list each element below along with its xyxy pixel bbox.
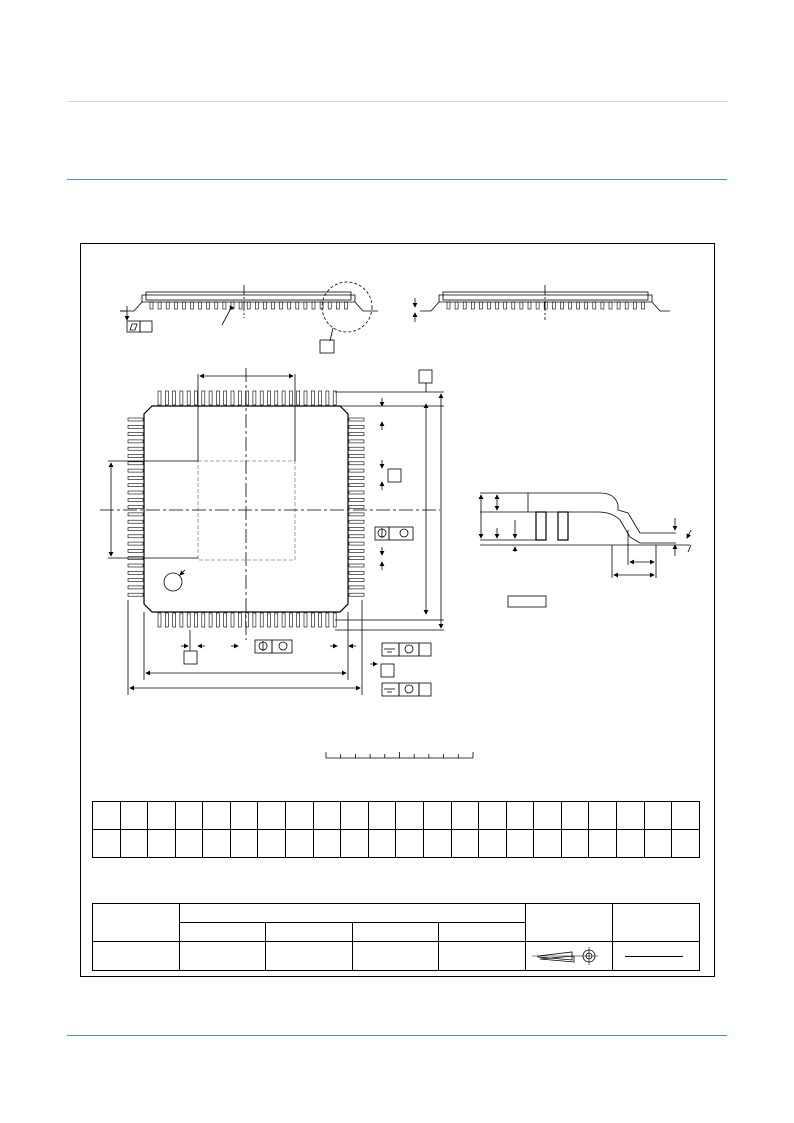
table-cell: [120, 802, 148, 830]
lead-bottom: [282, 613, 285, 627]
table-cell: [341, 830, 369, 858]
lead-left: [128, 579, 143, 582]
lead-bottom: [224, 613, 227, 627]
lead-side-left: [336, 302, 339, 309]
lead-top: [253, 391, 256, 405]
outline-version-cell: [93, 904, 180, 942]
lead-top: [158, 391, 161, 405]
lead-left: [128, 498, 143, 501]
lead-left: [128, 425, 143, 428]
iec-value-cell: [179, 942, 266, 971]
table-cell: [368, 802, 396, 830]
lead-left: [128, 520, 143, 523]
lead-top: [195, 391, 198, 405]
lead-side-left: [231, 302, 234, 309]
lead-right: [349, 542, 364, 545]
table-cell: [396, 830, 424, 858]
lead-side-right: [512, 302, 515, 309]
table-cell: [479, 830, 507, 858]
lead-right: [349, 586, 364, 589]
lead-side-right: [488, 302, 491, 309]
lead-side-left: [239, 302, 242, 309]
lead-bottom: [289, 613, 292, 627]
iec-cell: [179, 923, 266, 942]
lead-bottom: [209, 613, 212, 627]
lead-bottom: [238, 613, 241, 627]
lead-left: [128, 447, 143, 450]
lead-right: [349, 455, 364, 458]
dimensions-table: [92, 801, 700, 858]
lead-right: [349, 549, 364, 552]
issue-date-divider: [625, 956, 683, 957]
lead-side-right: [617, 302, 620, 309]
table-cell: [451, 802, 479, 830]
table-cell: [286, 830, 314, 858]
lead-side-left: [223, 302, 226, 309]
lead-top: [173, 391, 176, 405]
lead-side-left: [150, 302, 153, 309]
lead-side-right: [528, 302, 531, 309]
lead-side-right: [504, 302, 507, 309]
table-cell: [423, 830, 451, 858]
lead-bottom: [187, 613, 190, 627]
table-cell: [589, 830, 617, 858]
lead-left: [128, 542, 143, 545]
lead-left: [128, 455, 143, 458]
table-cell: [258, 830, 286, 858]
lead-bottom: [319, 613, 322, 627]
lead-left: [128, 462, 143, 465]
lead-bottom: [180, 613, 183, 627]
lead-left: [128, 593, 143, 596]
lead-right: [349, 579, 364, 582]
lead-side-left: [304, 302, 307, 309]
table-cell: [230, 802, 258, 830]
lead-right: [349, 557, 364, 560]
lead-side-left: [247, 302, 250, 309]
table-cell: [148, 802, 176, 830]
table-cell: [616, 830, 644, 858]
lead-right: [349, 520, 364, 523]
lead-top: [289, 391, 292, 405]
jeita-value-cell: [352, 942, 439, 971]
lead-top: [209, 391, 212, 405]
lead-side-right: [601, 302, 604, 309]
lead-top: [238, 391, 241, 405]
lead-side-left: [207, 302, 210, 309]
lead-bottom: [326, 613, 329, 627]
lead-left: [128, 476, 143, 479]
lead-left: [128, 440, 143, 443]
lead-side-right: [471, 302, 474, 309]
lead-side-left: [272, 302, 275, 309]
lead-right: [349, 425, 364, 428]
lead-top: [319, 391, 322, 405]
lead-top: [282, 391, 285, 405]
package-leads: [128, 302, 644, 627]
references-header-cell: [179, 904, 525, 923]
lead-top: [231, 391, 234, 405]
outline-version-table: [92, 903, 700, 971]
lead-side-right: [641, 302, 644, 309]
lead-left: [128, 571, 143, 574]
lead-side-right: [447, 302, 450, 309]
projection-symbol-icon: [526, 942, 612, 965]
lead-right: [349, 484, 364, 487]
lead-right: [349, 469, 364, 472]
lead-side-right: [552, 302, 555, 309]
table-row: [93, 830, 700, 858]
table-cell: [396, 802, 424, 830]
table-cell: [561, 830, 589, 858]
lead-side-left: [312, 302, 315, 309]
lead-right: [349, 593, 364, 596]
lead-right: [349, 528, 364, 531]
side-view-right: [415, 285, 670, 322]
issue-date-value-cell: [613, 942, 700, 971]
lead-bottom: [268, 613, 271, 627]
lead-right: [349, 418, 364, 421]
table-cell: [672, 802, 700, 830]
lead-side-left: [344, 302, 347, 309]
lead-left: [128, 506, 143, 509]
lead-top: [311, 391, 314, 405]
lead-top: [165, 391, 168, 405]
lead-bottom: [304, 613, 307, 627]
lead-side-right: [609, 302, 612, 309]
lead-bottom: [297, 613, 300, 627]
table-cell: [644, 802, 672, 830]
table-cell: [93, 802, 121, 830]
lead-top: [275, 391, 278, 405]
table-cell: [644, 830, 672, 858]
table-row: [93, 942, 700, 971]
lead-bottom: [231, 613, 234, 627]
lead-left: [128, 433, 143, 436]
lead-right: [349, 506, 364, 509]
lead-side-right: [560, 302, 563, 309]
lead-side-right: [585, 302, 588, 309]
lead-right: [349, 535, 364, 538]
table-cell: [313, 802, 341, 830]
table-cell: [672, 830, 700, 858]
lead-bottom: [195, 613, 198, 627]
lead-right: [349, 462, 364, 465]
lead-side-left: [182, 302, 185, 309]
lead-top: [260, 391, 263, 405]
lead-left: [128, 484, 143, 487]
lead-right: [349, 564, 364, 567]
jedec-value-cell: [266, 942, 353, 971]
lead-top: [297, 391, 300, 405]
table-cell: [230, 830, 258, 858]
lead-side-left: [255, 302, 258, 309]
lead-side-left: [166, 302, 169, 309]
lead-top: [216, 391, 219, 405]
lead-side-left: [288, 302, 291, 309]
lead-side-left: [199, 302, 202, 309]
lead-left: [128, 513, 143, 516]
lead-side-left: [158, 302, 161, 309]
table-cell: [203, 802, 231, 830]
lead-top: [326, 391, 329, 405]
jeita-cell: [352, 923, 439, 942]
lead-bottom: [216, 613, 219, 627]
lead-top: [187, 391, 190, 405]
lead-right: [349, 440, 364, 443]
table-cell: [148, 830, 176, 858]
projection-header-cell: [526, 904, 613, 942]
top-view: [100, 368, 444, 696]
lead-left: [128, 491, 143, 494]
lead-side-right: [463, 302, 466, 309]
lead-top: [333, 391, 336, 405]
table-cell: [534, 802, 562, 830]
table-cell: [203, 830, 231, 858]
lead-side-right: [633, 302, 636, 309]
lead-bottom: [275, 613, 278, 627]
lead-top: [268, 391, 271, 405]
lead-bottom: [311, 613, 314, 627]
lead-side-left: [174, 302, 177, 309]
table-cell: [120, 830, 148, 858]
table-cell: [368, 830, 396, 858]
table-cell: [313, 830, 341, 858]
lead-left: [128, 564, 143, 567]
lead-right: [349, 498, 364, 501]
lead-left: [128, 586, 143, 589]
lead-bottom: [202, 613, 205, 627]
lead-right: [349, 513, 364, 516]
lead-side-left: [191, 302, 194, 309]
lead-top: [202, 391, 205, 405]
lead-top: [304, 391, 307, 405]
lead-left: [128, 535, 143, 538]
lead-top: [180, 391, 183, 405]
lead-side-left: [280, 302, 283, 309]
table-cell: [258, 802, 286, 830]
lead-side-right: [496, 302, 499, 309]
table-cell: [561, 802, 589, 830]
lead-left: [128, 549, 143, 552]
lead-left: [128, 528, 143, 531]
table-cell: [589, 802, 617, 830]
lead-side-left: [215, 302, 218, 309]
table-cell: [175, 802, 203, 830]
lead-right: [349, 491, 364, 494]
lead-side-left: [296, 302, 299, 309]
table-cell: [423, 802, 451, 830]
lead-right: [349, 476, 364, 479]
lead-left: [128, 469, 143, 472]
lead-top: [224, 391, 227, 405]
lead-bottom: [165, 613, 168, 627]
lead-side-right: [536, 302, 539, 309]
table-row: [93, 802, 700, 830]
table-cell: [506, 830, 534, 858]
lead-left: [128, 418, 143, 421]
table-cell: [506, 802, 534, 830]
lead-side-right: [479, 302, 482, 309]
table-cell: [175, 830, 203, 858]
jedec-cell: [266, 923, 353, 942]
ref-extra-cell: [439, 923, 526, 942]
lead-side-left: [328, 302, 331, 309]
lead-bottom: [158, 613, 161, 627]
lead-side-right: [593, 302, 596, 309]
lead-side-right: [455, 302, 458, 309]
lead-bottom: [173, 613, 176, 627]
lead-bottom: [260, 613, 263, 627]
lead-right: [349, 433, 364, 436]
lead-side-left: [263, 302, 266, 309]
table-cell: [286, 802, 314, 830]
lead-bottom: [253, 613, 256, 627]
extra-value-cell: [439, 942, 526, 971]
table-cell: [93, 830, 121, 858]
lead-right: [349, 447, 364, 450]
side-view-left: [120, 282, 378, 353]
table-cell: [341, 802, 369, 830]
table-cell: [451, 830, 479, 858]
table-row: [93, 904, 700, 923]
lead-side-right: [625, 302, 628, 309]
issue-date-header-cell: [613, 904, 700, 942]
lead-side-right: [577, 302, 580, 309]
table-cell: [616, 802, 644, 830]
projection-symbol-cell: [526, 942, 613, 971]
version-value-cell: [93, 942, 180, 971]
lead-right: [349, 571, 364, 574]
lead-side-right: [569, 302, 572, 309]
scale-bar: [326, 752, 473, 758]
lead-side-right: [520, 302, 523, 309]
detail-lead-profile: [480, 493, 691, 607]
table-cell: [534, 830, 562, 858]
table-cell: [479, 802, 507, 830]
